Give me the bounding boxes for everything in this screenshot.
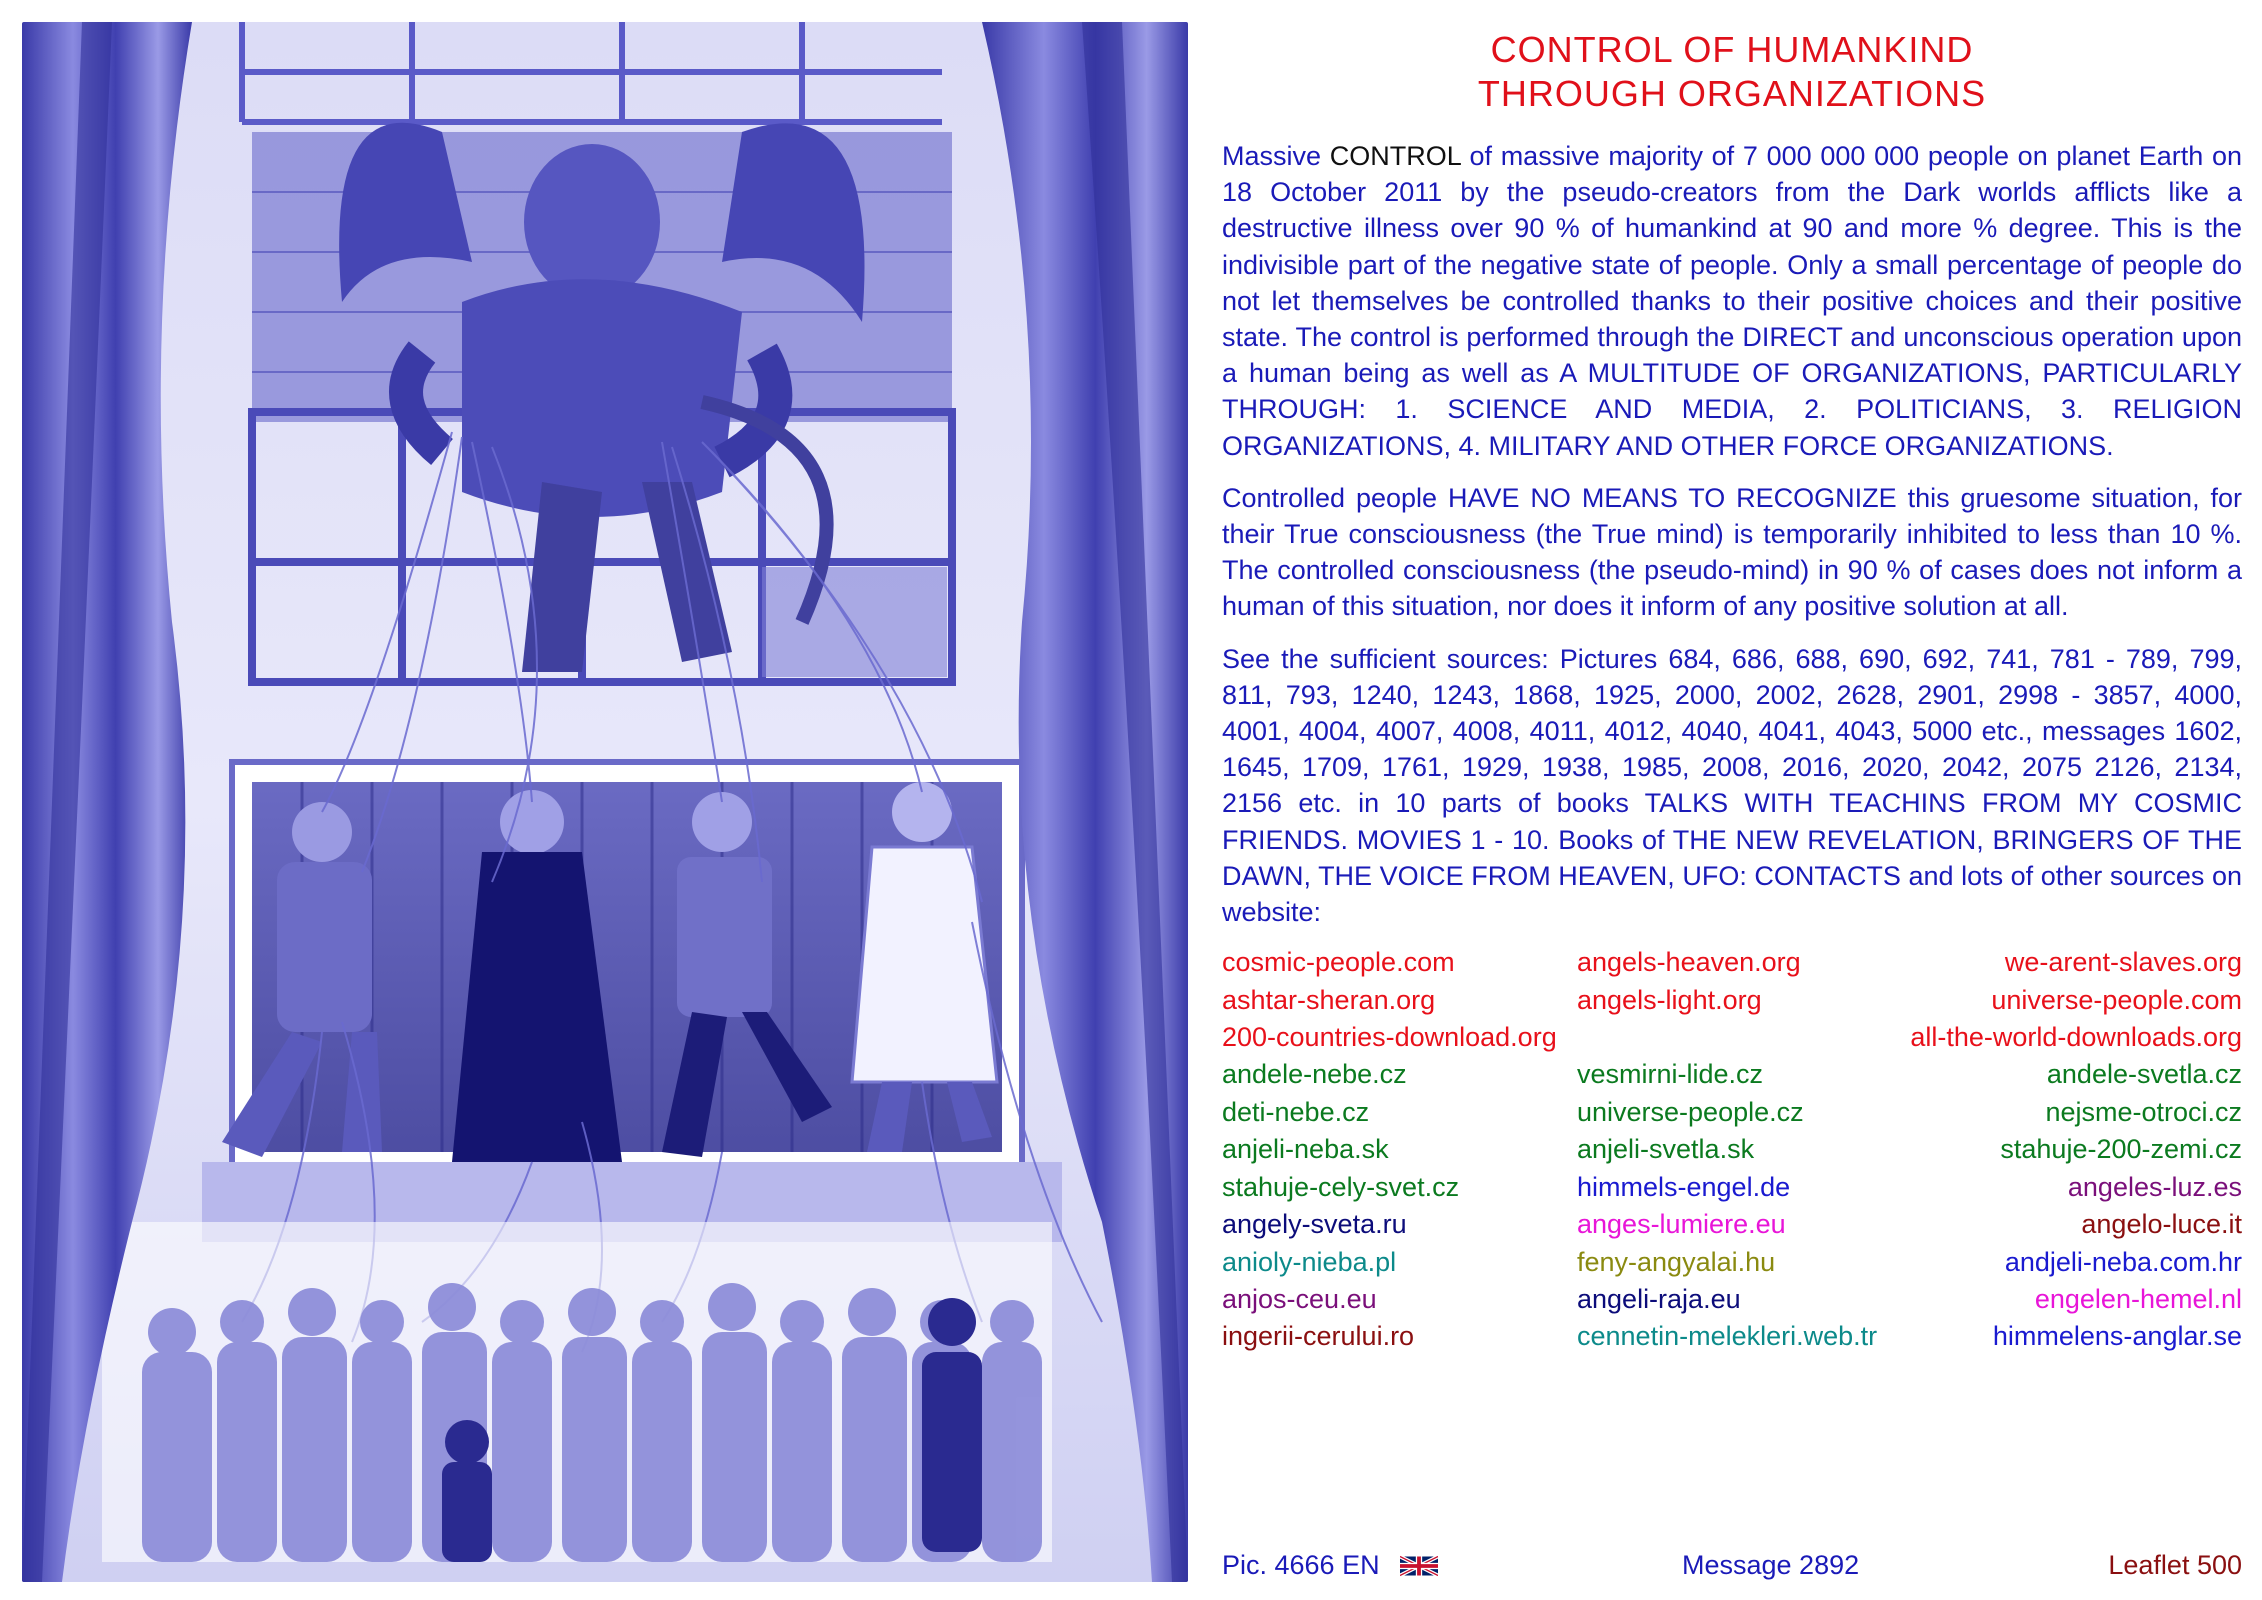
link[interactable]: universe-people.cz <box>1577 1096 1804 1127</box>
link[interactable]: deti-nebe.cz <box>1222 1096 1370 1127</box>
link[interactable]: anjos-ceu.eu <box>1222 1283 1377 1314</box>
link[interactable]: all-the-world-downloads.org <box>1910 1022 2242 1053</box>
link[interactable]: stahuje-cely-svet.cz <box>1222 1171 1460 1202</box>
link[interactable]: ashtar-sheran.org <box>1222 984 1436 1015</box>
p1-after: of massive majority of 7 000 000 000 people on planet Earth on 18 October 2011 by the pseudo-creators from the Dark worlds afflicts like a destructive illness over 90 % of humankind at 90 and more % degree. This is the indivisible part of the negative state of people. Only a small percentage of people do not let themselves be controlled thanks to their positive choices and their positive state. The control is performed through the DIRECT and unconscious operation upon a human being as well as A MULTITUDE OF ORGANIZATIONS, PARTICULARLY THROUGH: 1. SCIENCE AND MEDIA, 2. POLITICIANS, 3. RELIGION ORGANIZATIONS, 4. MILITARY AND OTHER FORCE ORGANIZATIONS. <box>1222 141 2242 461</box>
illustration-puppet-master <box>22 22 1188 1582</box>
picture-number: Pic. 4666 EN <box>1222 1550 1380 1580</box>
website-links <box>1222 944 2242 1355</box>
page-title <box>1222 28 2242 116</box>
text-panel <box>1222 28 2242 1588</box>
link[interactable]: feny-angyalai.hu <box>1577 1246 1776 1277</box>
link[interactable]: ingerii-cerului.ro <box>1222 1321 1415 1352</box>
link[interactable]: 200-countries-download.org <box>1222 1022 1557 1053</box>
link[interactable]: universe-people.com <box>1991 984 2242 1015</box>
message-number: Message 2892 <box>1682 1550 1860 1580</box>
illustration-svg <box>22 22 1188 1582</box>
link[interactable]: cosmic-people.com <box>1222 947 1455 978</box>
link[interactable]: andele-nebe.cz <box>1222 1059 1407 1090</box>
paragraph-control <box>1222 138 2242 464</box>
link[interactable]: angeli-raja.eu <box>1577 1283 1741 1314</box>
link[interactable]: angels-light.org <box>1577 984 1762 1015</box>
link[interactable]: himmelens-anglar.se <box>1992 1321 2242 1352</box>
link[interactable]: angels-heaven.org <box>1577 947 1801 978</box>
link[interactable]: anjeli-neba.sk <box>1222 1134 1389 1165</box>
link[interactable]: vesmirni-lide.cz <box>1577 1059 1764 1090</box>
title-line-1: CONTROL OF HUMANKIND <box>1490 29 1974 70</box>
p1-highlight: CONTROL <box>1329 141 1461 171</box>
link[interactable]: angeles-luz.es <box>2067 1171 2242 1202</box>
uk-flag-icon <box>1400 1555 1438 1577</box>
link[interactable]: angelo-luce.it <box>2081 1209 2242 1240</box>
paragraph-sources: See the sufficient sources: Pictures 684, 686, 688, 690, 692, 741, 781 - 789, 799, 811, 793, 1240, 1243, 1868, 1925, 2000, 2002, 2628, 2901, 2998 - 3857, 4000, 4001, 4004, 4007, 4008, 4011, 4012, 4040, 4041, 4043, 5000 etc., messages 1602, 1645, 1709, 1761, 1929, 1938, 1985, 2008, 2016, 2020, 2042, 2075 2126, 2134, 2156 etc. in 10 parts of books TALKS WITH TEACHINS FROM MY COSMIC FRIENDS. MOVIES 1 - 10. Books of THE NEW REVELATION, BRINGERS OF THE DAWN, THE VOICE FROM HEAVEN, UFO: CONTACTS and lots of other sources on website: <box>1222 643 2242 928</box>
p1-before: Massive <box>1222 141 1330 171</box>
title-line-2: THROUGH ORGANIZATIONS <box>1477 73 1987 114</box>
link[interactable]: anges-lumiere.eu <box>1577 1209 1786 1240</box>
link[interactable]: angely-sveta.ru <box>1222 1209 1407 1240</box>
link[interactable]: andele-svetla.cz <box>2046 1059 2242 1090</box>
link[interactable]: himmels-engel.de <box>1577 1171 1791 1202</box>
footer-picture-number <box>1222 1550 1438 1581</box>
link[interactable]: anioly-nieba.pl <box>1222 1246 1397 1277</box>
link[interactable]: we-arent-slaves.org <box>2004 947 2242 978</box>
footer <box>1222 1550 2242 1590</box>
leaflet-number: Leaflet 500 <box>2108 1550 2242 1580</box>
link[interactable]: cennetin-melekleri.web.tr <box>1577 1321 1878 1352</box>
link[interactable]: stahuje-200-zemi.cz <box>2000 1134 2242 1165</box>
link[interactable]: nejsme-otroci.cz <box>2045 1096 2242 1127</box>
link[interactable]: engelen-hemel.nl <box>2034 1283 2242 1314</box>
link[interactable]: andjeli-neba.com.hr <box>2004 1246 2242 1277</box>
link[interactable]: anjeli-svetla.sk <box>1577 1134 1755 1165</box>
paragraph-controlled-people: Controlled people HAVE NO MEANS TO RECOGNIZE this gruesome situation, for their True consciousness (the True mind) is temporarily inhibited to less than 10 %. The controlled consciousness (the pseudo-mind) in 90 % of cases does not inform a human of this situation, nor does it inform of any positive solution at all. <box>1222 482 2242 622</box>
